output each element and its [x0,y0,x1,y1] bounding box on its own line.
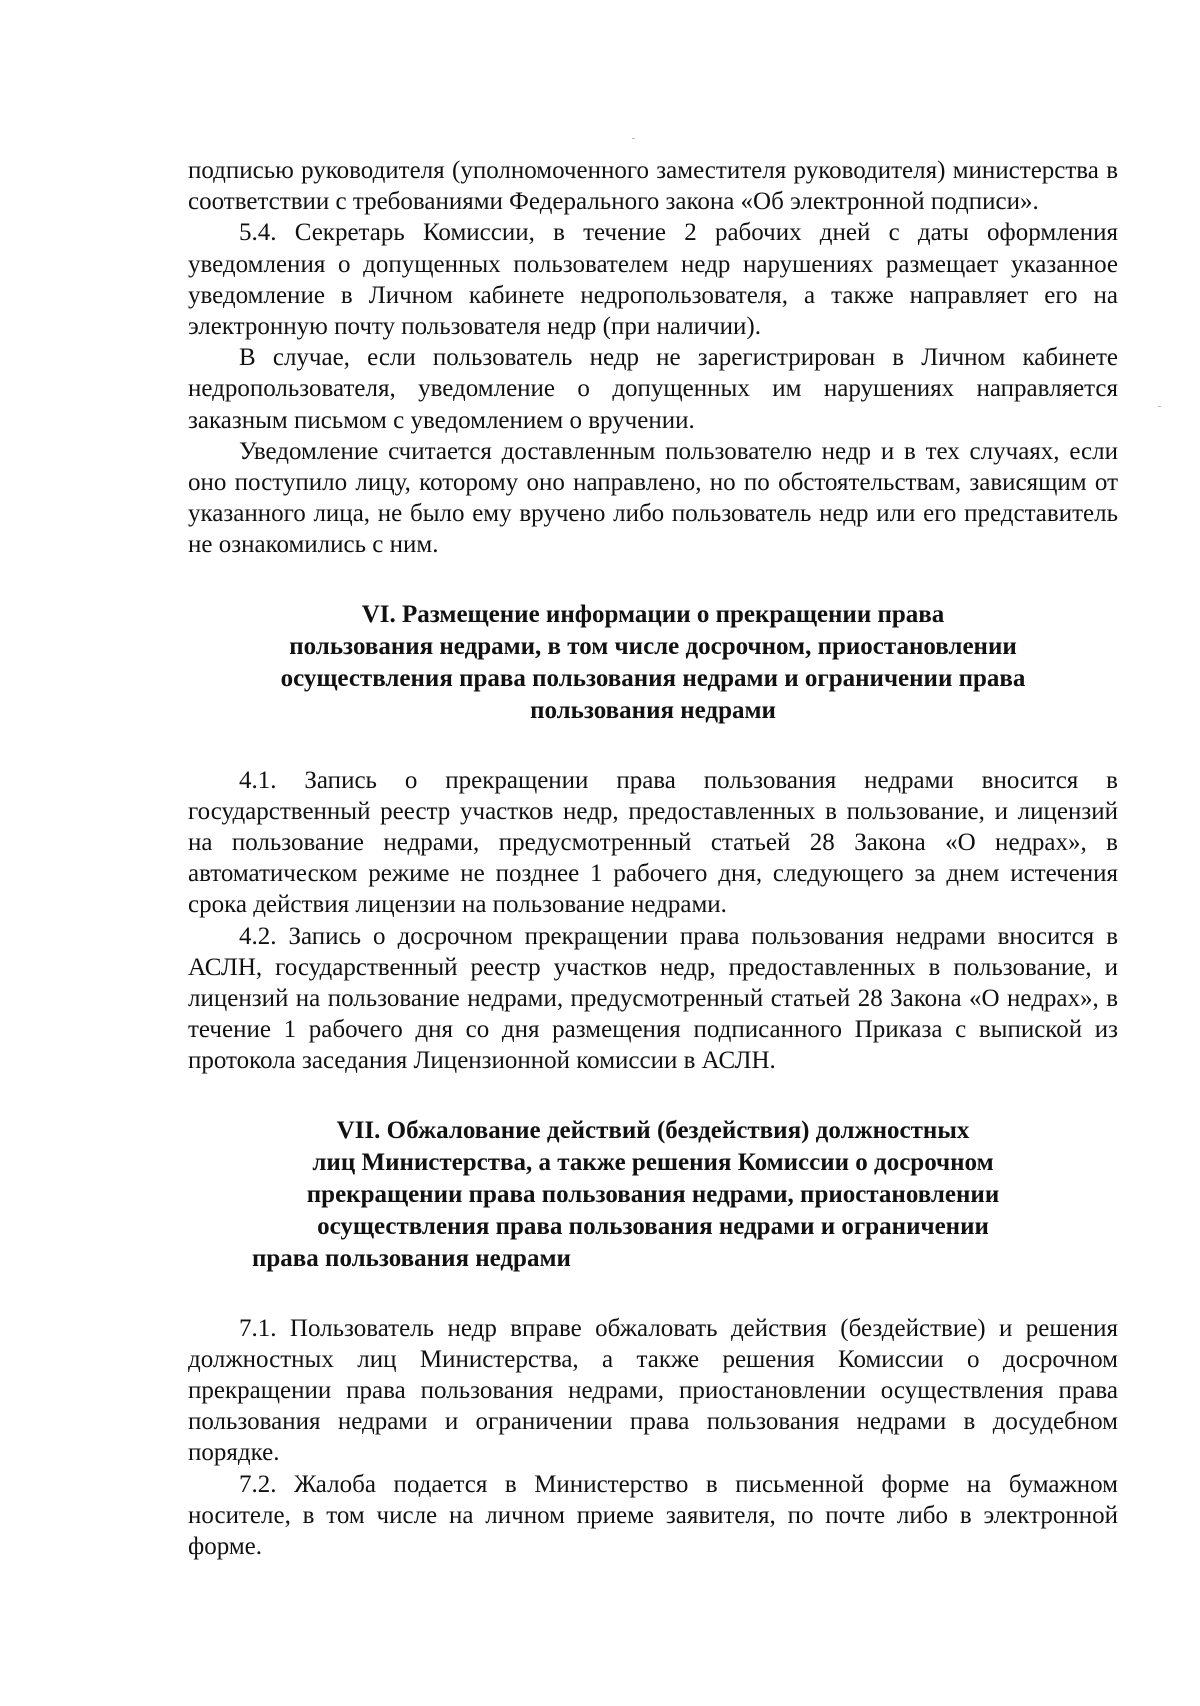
scan-speck [632,138,635,139]
paragraph-5-4-delivered: Уведомление считается доставленным пользователю недр и в тех случаях, если оно поступило лицу, которому оно направлено, но по обстоятельствам, зависящим от указанного лица, не было ему вручено либо пользователь недр или его представитель не ознакомились с ним. [188,437,1118,559]
section-7-heading-line: лиц Министерства, а также решения Комиссии о досрочном [312,1148,994,1176]
section-7-heading-line: осуществления права пользования недрами и ограничении [317,1212,989,1240]
section-6-heading-line: осуществления права пользования недрами и ограничении права [280,664,1026,692]
paragraph-7-2: 7.2. Жалоба подается в Министерство в письменной форме на бумажном носителе, в том числе на личном приеме заявителя, по почте либо в электронной форме. [188,1470,1118,1561]
section-7-heading-line: VII. Обжалование действий (бездействия) должностных [336,1116,970,1144]
paragraph-7-1: 7.1. Пользователь недр вправе обжаловать действия (бездействие) и решения должностных лиц Министерства, а также решения Комиссии о досрочном прекращении права пользования недрами, приостановлении осуществления права пользования недрами и ограничении права пользования недрами в досудебном порядке. [188,1314,1118,1467]
intro-paragraph: подписью руководителя (уполномоченного заместителя руководителя) министерства в соответствии с требованиями Федерального закона «Об электронной подписи». [188,157,1118,216]
paragraph-5-4: 5.4. Секретарь Комиссии, в течение 2 рабочих дней с даты оформления уведомления о допущенных пользователем недр нарушениях размещает указанное уведомление в Личном кабинете недропользователя, а также направляет его на электронную почту пользователя недр (при наличии). [188,219,1118,341]
section-6-heading-line: пользования недрами, в том числе досрочном, приостановлении [289,632,1017,660]
paragraph-4-1: 4.1. Запись о прекращении права пользования недрами вносится в государственный реестр участков недр, предоставленных в пользование, и лицензий на пользование недрами, предусмотренный статьей 28 Закона «О недрах», в автоматическом режиме не позднее 1 рабочего дня, следующего за днем истечения срока действия лицензии на пользование недрами. [188,766,1118,919]
document-body [188,155,1118,1562]
paragraph-4-2: 4.2. Запись о досрочном прекращении права пользования недрами вносится в АСЛН, государственный реестр участков недр, предоставленных в пользование, и лицензий на пользование недрами, предусмотренный статьей 28 Закона «О недрах», в течение 1 рабочего дня со дня размещения подписанного Приказа с выпиской из протокола заседания Лицензионной комиссии в АСЛН. [188,922,1118,1075]
paragraph-5-4-case: В случае, если пользователь недр не зарегистрирован в Личном кабинете недропользователя, уведомление о допущенных им нарушениях направляется заказным письмом с уведомлением о вручении. [188,344,1118,434]
scan-speck [1158,406,1161,407]
section-6-heading-line: VI. Размещение информации о прекращении права [361,600,945,628]
section-7-heading-line: права пользования недрами [252,1244,571,1272]
section-7-heading [188,1115,1118,1275]
section-6-heading-line: пользования недрами [530,696,776,724]
section-7-heading-line: прекращении права пользования недрами, приостановлении [306,1180,1000,1208]
section-6-heading [188,599,1118,727]
